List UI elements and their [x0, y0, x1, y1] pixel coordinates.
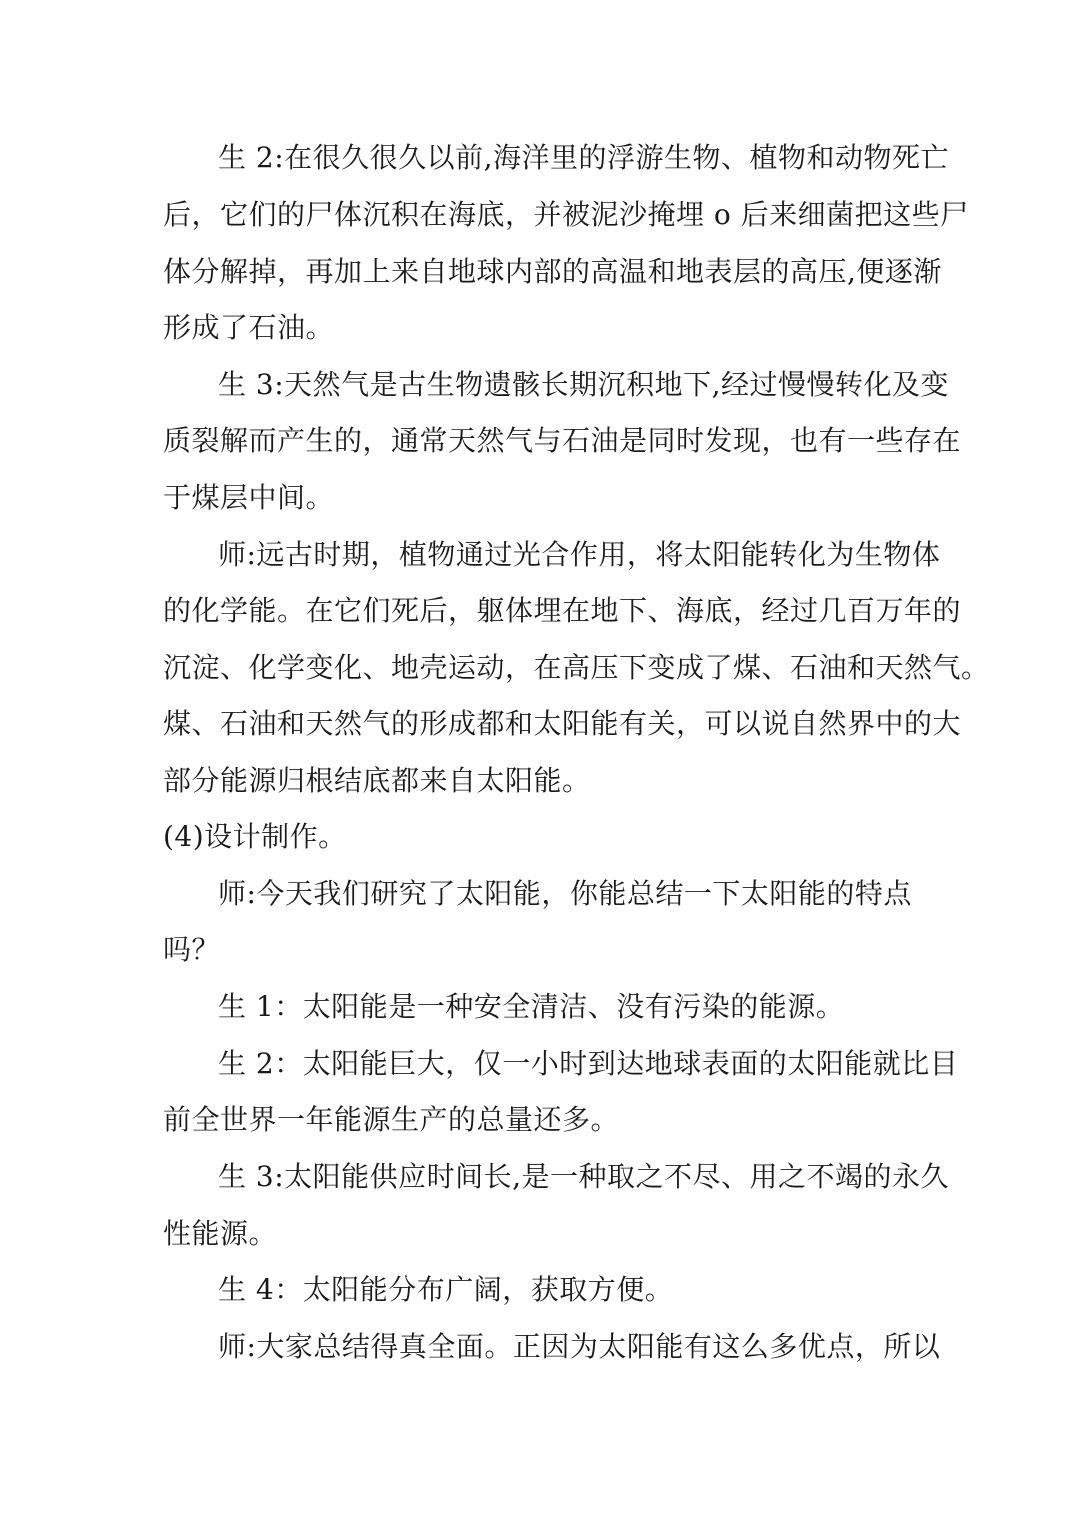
text-line: 前全世界一年能源生产的总量还多。 [163, 1103, 620, 1136]
text-line: 的化学能。在它们死后，躯体埋在地下、海底，经过几百万年的 [163, 594, 962, 627]
text-line: 后，它们的尸体沉积在海底，并被泥沙掩埋 o 后来细菌把这些尸 [163, 198, 969, 231]
text-line: 质裂解而产生的，通常天然气与石油是同时发现，也有一些存在 [163, 424, 962, 457]
text-line: 沉淀、化学变化、地壳运动，在高压下变成了煤、石油和天然气。 [163, 651, 990, 684]
text-line: 师:远古时期，植物通过光合作用，将太阳能转化为生物体 [218, 538, 941, 571]
text-line: 师:大家总结得真全面。正因为太阳能有这么多优点，所以 [218, 1330, 941, 1363]
text-line: 体分解掉，再加上来自地球内部的高温和地表层的高压,便逐渐 [163, 255, 942, 288]
text-line: 师:今天我们研究了太阳能，你能总结一下太阳能的特点 [218, 877, 912, 910]
text-line: 生 2:在很久很久以前,海洋里的浮游生物、植物和动物死亡 [218, 141, 950, 174]
text-line: 形成了石油。 [163, 311, 335, 344]
section-heading: (4)设计制作。 [163, 820, 347, 853]
text-line: 生 2：太阳能巨大，仅一小时到达地球表面的太阳能就比目 [218, 1047, 959, 1080]
text-line: 生 3:太阳能供应时间长,是一种取之不尽、用之不竭的永久 [218, 1160, 950, 1193]
text-line: 性能源。 [163, 1217, 278, 1250]
text-line: 吗？ [163, 933, 221, 966]
text-line: 煤、石油和天然气的形成都和太阳能有关，可以说自然界中的大 [163, 707, 962, 740]
text-line: 生 3:天然气是古生物遗骸长期沉积地下,经过慢慢转化及变 [218, 368, 950, 401]
text-line: 生 4：太阳能分布广阔，获取方便。 [218, 1273, 674, 1306]
text-line: 生 1：太阳能是一种安全清洁、没有污染的能源。 [218, 990, 845, 1023]
text-line: 于煤层中间。 [163, 481, 335, 514]
text-line: 部分能源归根结底都来自太阳能。 [163, 764, 591, 797]
